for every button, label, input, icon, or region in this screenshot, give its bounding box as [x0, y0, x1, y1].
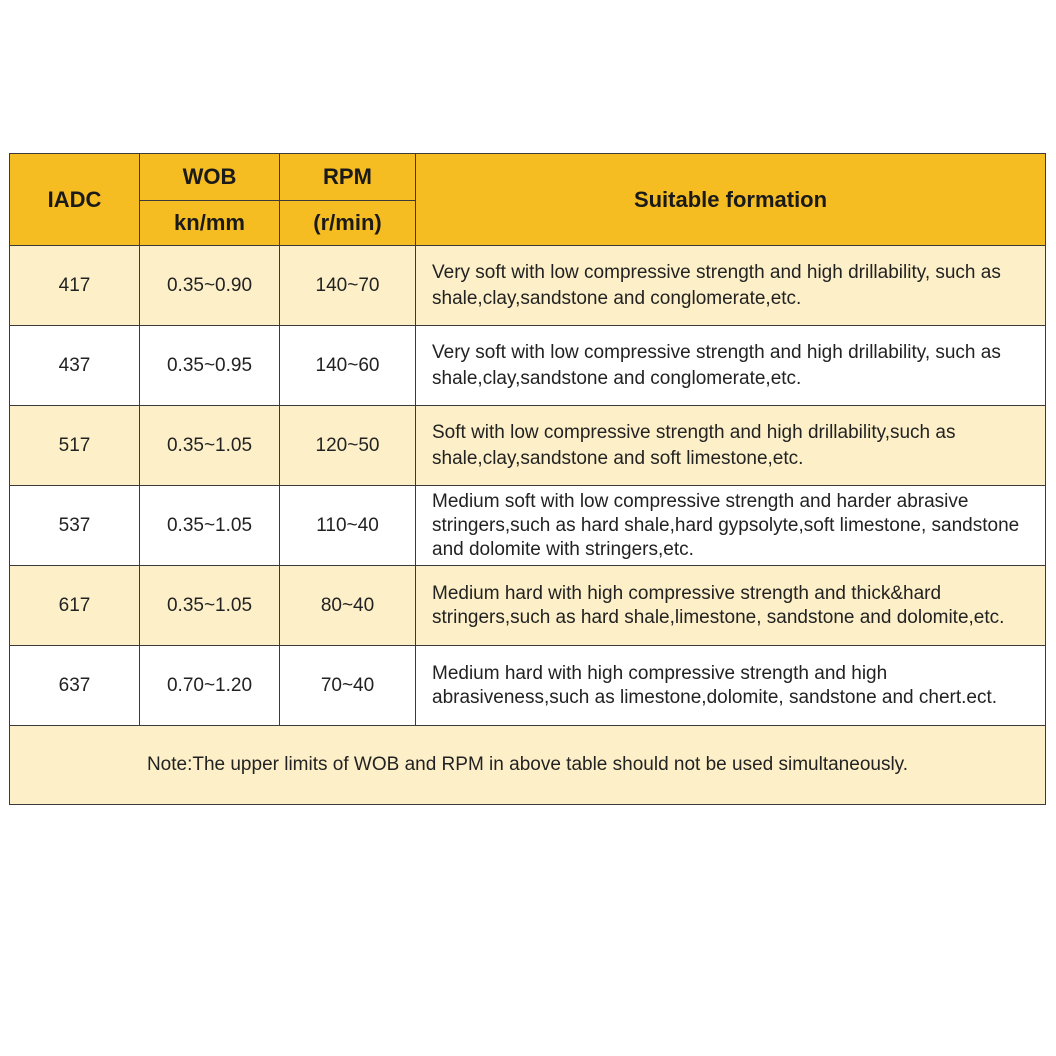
- cell-wob: 0.35~1.05: [140, 566, 280, 646]
- cell-formation: Medium soft with low compressive strength and harder abrasive stringers,such as hard shale,hard gypsolyte,soft limestone, sandstone and dolomite with stringers,etc.: [416, 486, 1046, 566]
- cell-formation: Medium hard with high compressive strength and high abrasiveness,such as limestone,dolomite, sandstone and chert.ect.: [416, 646, 1046, 726]
- cell-iadc: 617: [10, 566, 140, 646]
- table-row: [10, 246, 1046, 326]
- cell-formation: Very soft with low compressive strength and high drillability, such as shale,clay,sandstone and conglomerate,etc.: [416, 326, 1046, 406]
- cell-rpm: 110~40: [280, 486, 416, 566]
- cell-wob: 0.35~0.90: [140, 246, 280, 326]
- header-rpm: RPM: [280, 154, 416, 201]
- cell-rpm: 120~50: [280, 406, 416, 486]
- note-row: [10, 726, 1046, 805]
- cell-formation: Soft with low compressive strength and high drillability,such as shale,clay,sandstone and soft limestone,etc.: [416, 406, 1046, 486]
- cell-wob: 0.70~1.20: [140, 646, 280, 726]
- cell-wob: 0.35~1.05: [140, 486, 280, 566]
- header-iadc: IADC: [10, 154, 140, 246]
- cell-formation: Very soft with low compressive strength and high drillability, such as shale,clay,sandstone and conglomerate,etc.: [416, 246, 1046, 326]
- cell-formation: Medium hard with high compressive strength and thick&hard stringers,such as hard shale,limestone, sandstone and dolomite,etc.: [416, 566, 1046, 646]
- cell-rpm: 70~40: [280, 646, 416, 726]
- cell-iadc: 537: [10, 486, 140, 566]
- cell-rpm: 140~60: [280, 326, 416, 406]
- table-body: [10, 246, 1046, 805]
- cell-wob: 0.35~0.95: [140, 326, 280, 406]
- table-row: [10, 566, 1046, 646]
- table-row: [10, 406, 1046, 486]
- header-formation: Suitable formation: [416, 154, 1046, 246]
- table-row: [10, 326, 1046, 406]
- table-note: Note:The upper limits of WOB and RPM in above table should not be used simultaneously.: [10, 726, 1046, 805]
- cell-iadc: 517: [10, 406, 140, 486]
- cell-wob: 0.35~1.05: [140, 406, 280, 486]
- table-row: [10, 646, 1046, 726]
- header-wob: WOB: [140, 154, 280, 201]
- cell-iadc: 637: [10, 646, 140, 726]
- cell-iadc: 437: [10, 326, 140, 406]
- table-row: [10, 486, 1046, 566]
- header-rpm-unit: (r/min): [280, 201, 416, 246]
- cell-rpm: 80~40: [280, 566, 416, 646]
- cell-iadc: 417: [10, 246, 140, 326]
- table-header: [10, 154, 1046, 246]
- header-wob-unit: kn/mm: [140, 201, 280, 246]
- cell-rpm: 140~70: [280, 246, 416, 326]
- spec-table: [9, 153, 1046, 805]
